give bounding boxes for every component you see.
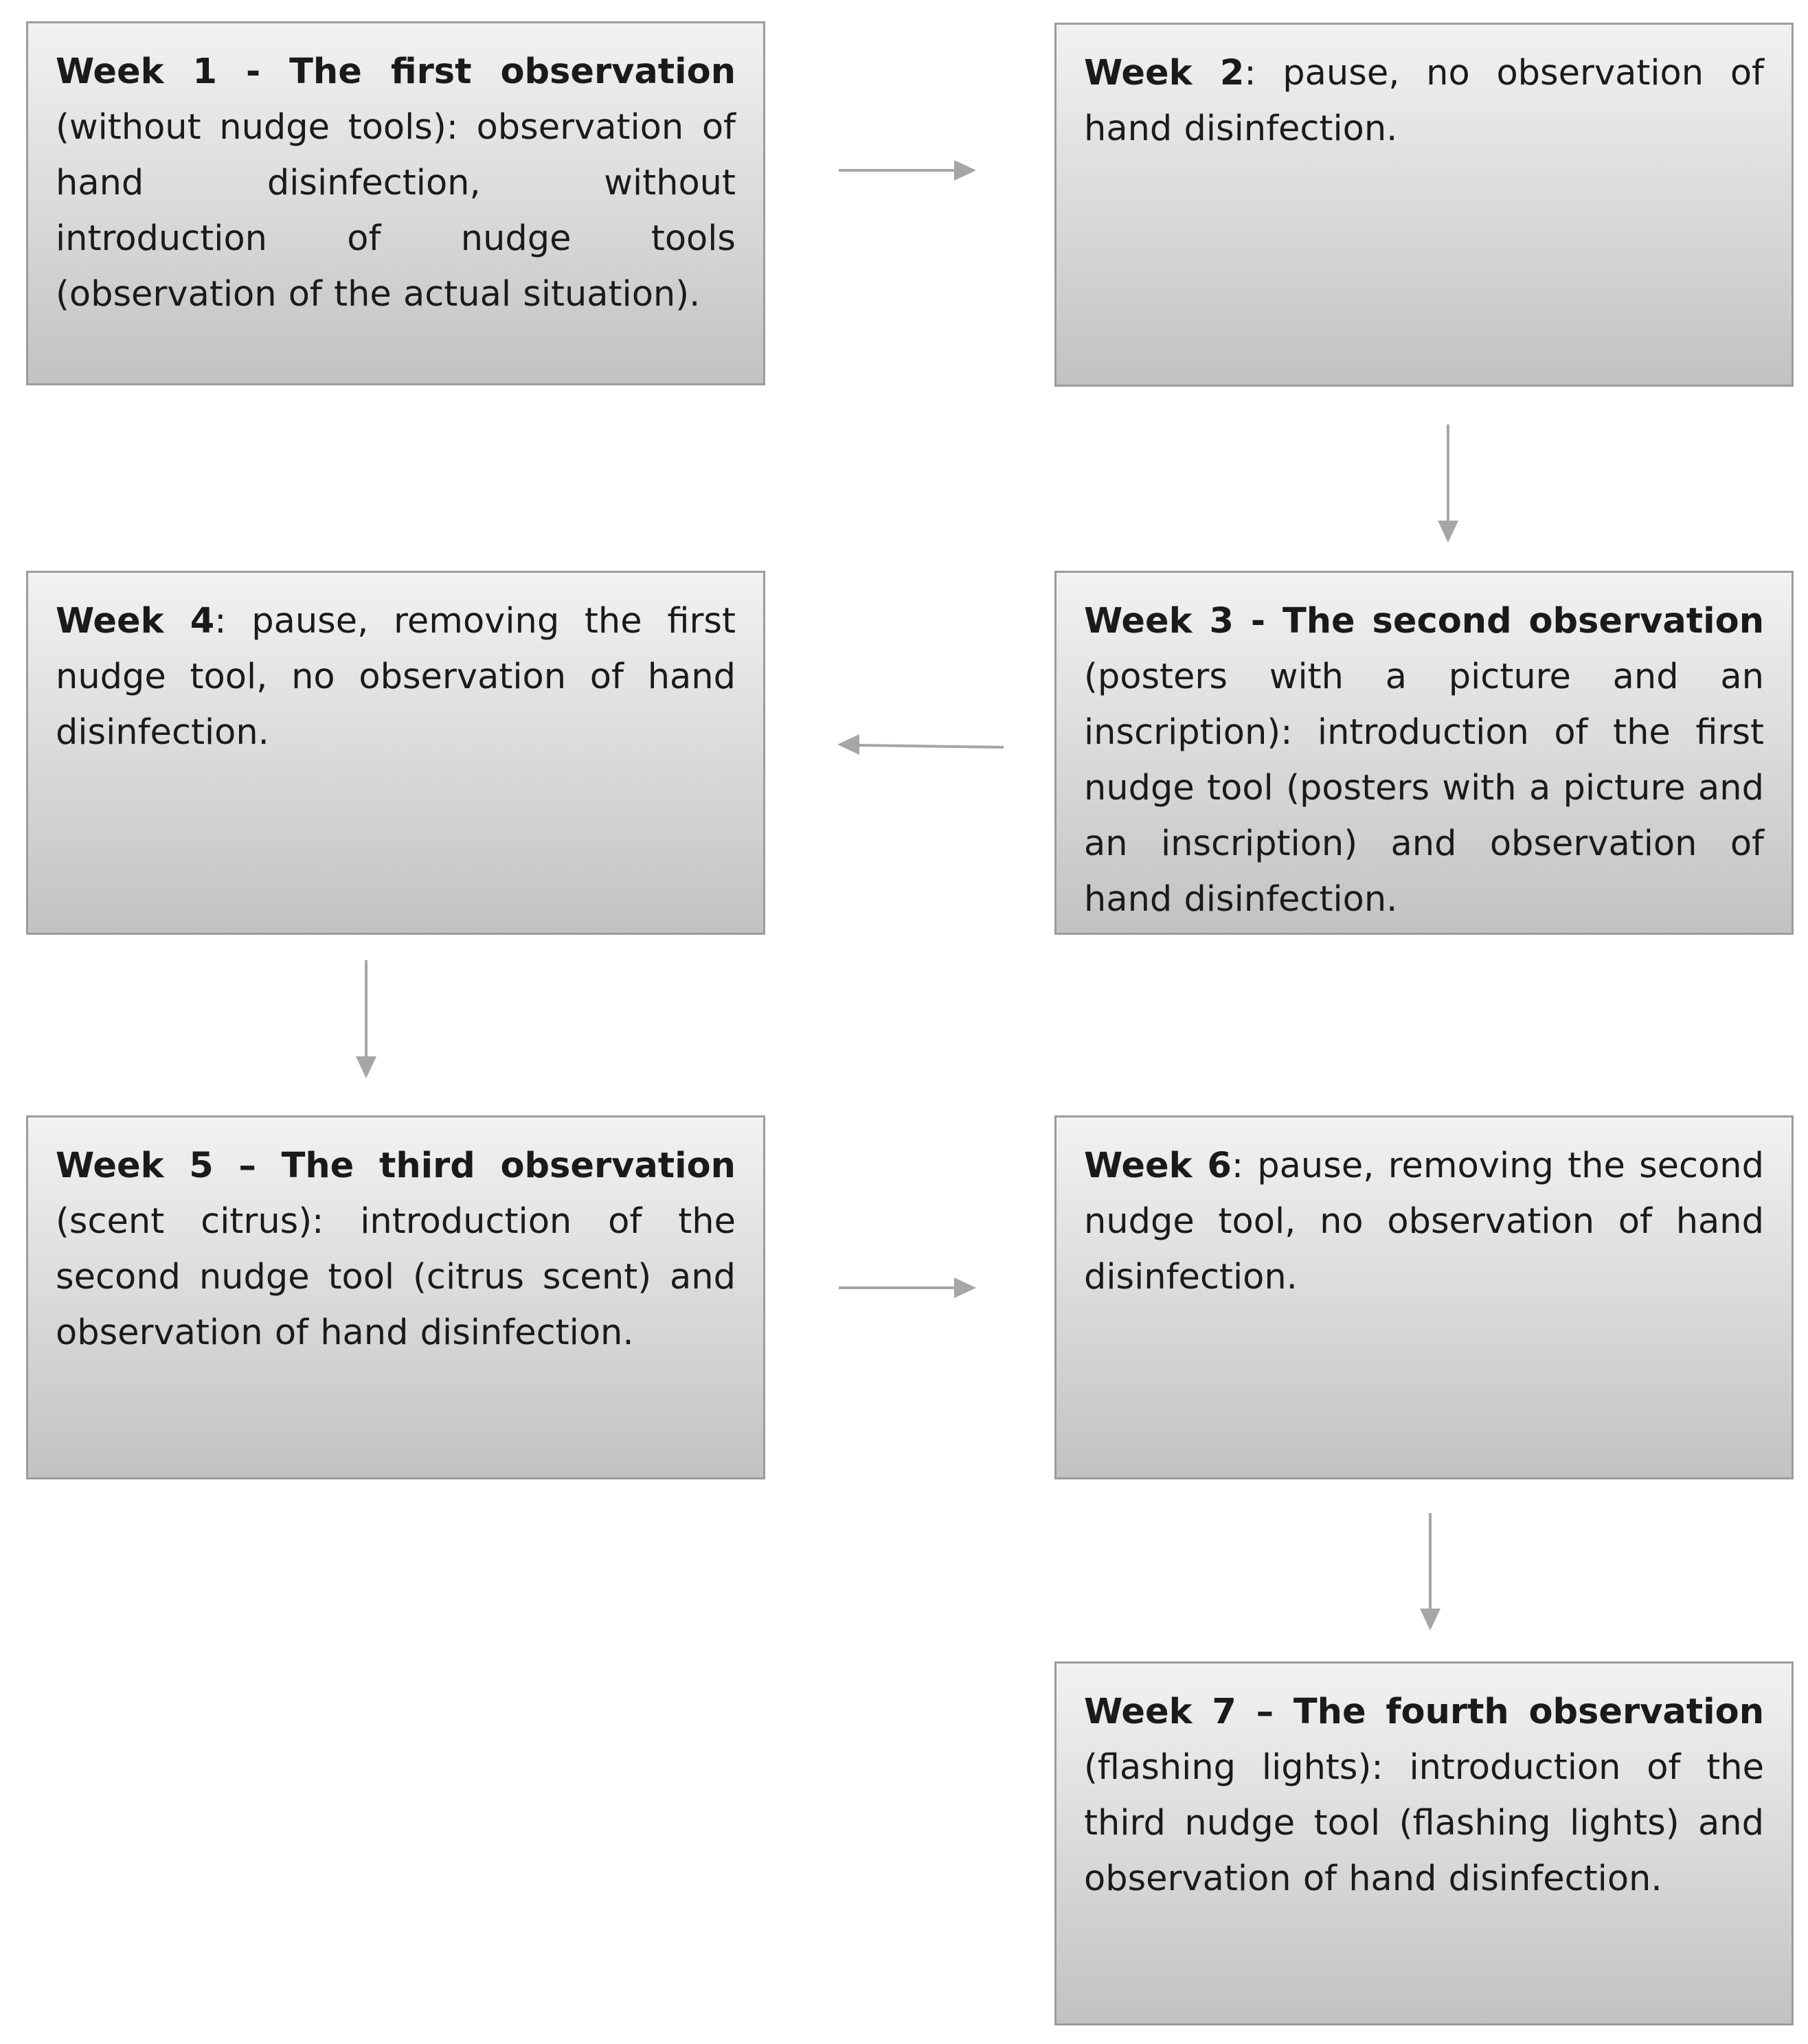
step-description: (scent citrus): introduction of the second nudge tool (citrus scent) and observation of hand disinfection. [56, 1201, 736, 1353]
step-title: Week 3 - The second observation [1084, 601, 1764, 641]
arrow-down-icon [1438, 424, 1458, 543]
step-description: : pause, removing the second nudge tool, no observation of hand disinfection. [1084, 1146, 1764, 1297]
step-title: Week 7 – The fourth observation [1084, 1692, 1764, 1732]
step-box-week-2 [1054, 23, 1794, 387]
step-description: (flashing lights): introduction of the third nudge tool (flashing lights) and observation of hand disinfection. [1084, 1747, 1764, 1899]
arrow-down-icon [356, 960, 376, 1078]
arrow-down-icon [1420, 1513, 1440, 1631]
step-title: Week 1 - The first observation [56, 52, 736, 92]
step-description: : pause, no observation of hand disinfection. [1084, 53, 1765, 149]
step-box-week-4 [26, 571, 765, 935]
step-title: Week 2 [1084, 53, 1245, 93]
step-description: (without nudge tools): observation of hand disinfection, without introduction of nudge tools (observation of the actual situation). [56, 107, 736, 315]
step-description: : pause, removing the first nudge tool, no observation of hand disinfection. [56, 601, 736, 753]
arrow-right-icon [839, 160, 976, 181]
step-box-week-3 [1054, 571, 1794, 935]
step-title: Week 4 [56, 601, 215, 641]
step-box-week-6 [1054, 1115, 1794, 1479]
arrow-right-icon [839, 1278, 976, 1298]
step-title: Week 5 – The third observation [56, 1146, 736, 1186]
step-title: Week 6 [1084, 1146, 1232, 1186]
step-box-week-1 [26, 21, 765, 385]
step-box-week-5 [26, 1115, 765, 1479]
step-description: (posters with a picture and an inscription): introduction of the first nudge tool (posters with a picture and an inscription) and observation of hand disinfection. [1084, 657, 1764, 920]
arrow-left-icon [837, 734, 1004, 755]
step-box-week-7 [1054, 1661, 1794, 2025]
